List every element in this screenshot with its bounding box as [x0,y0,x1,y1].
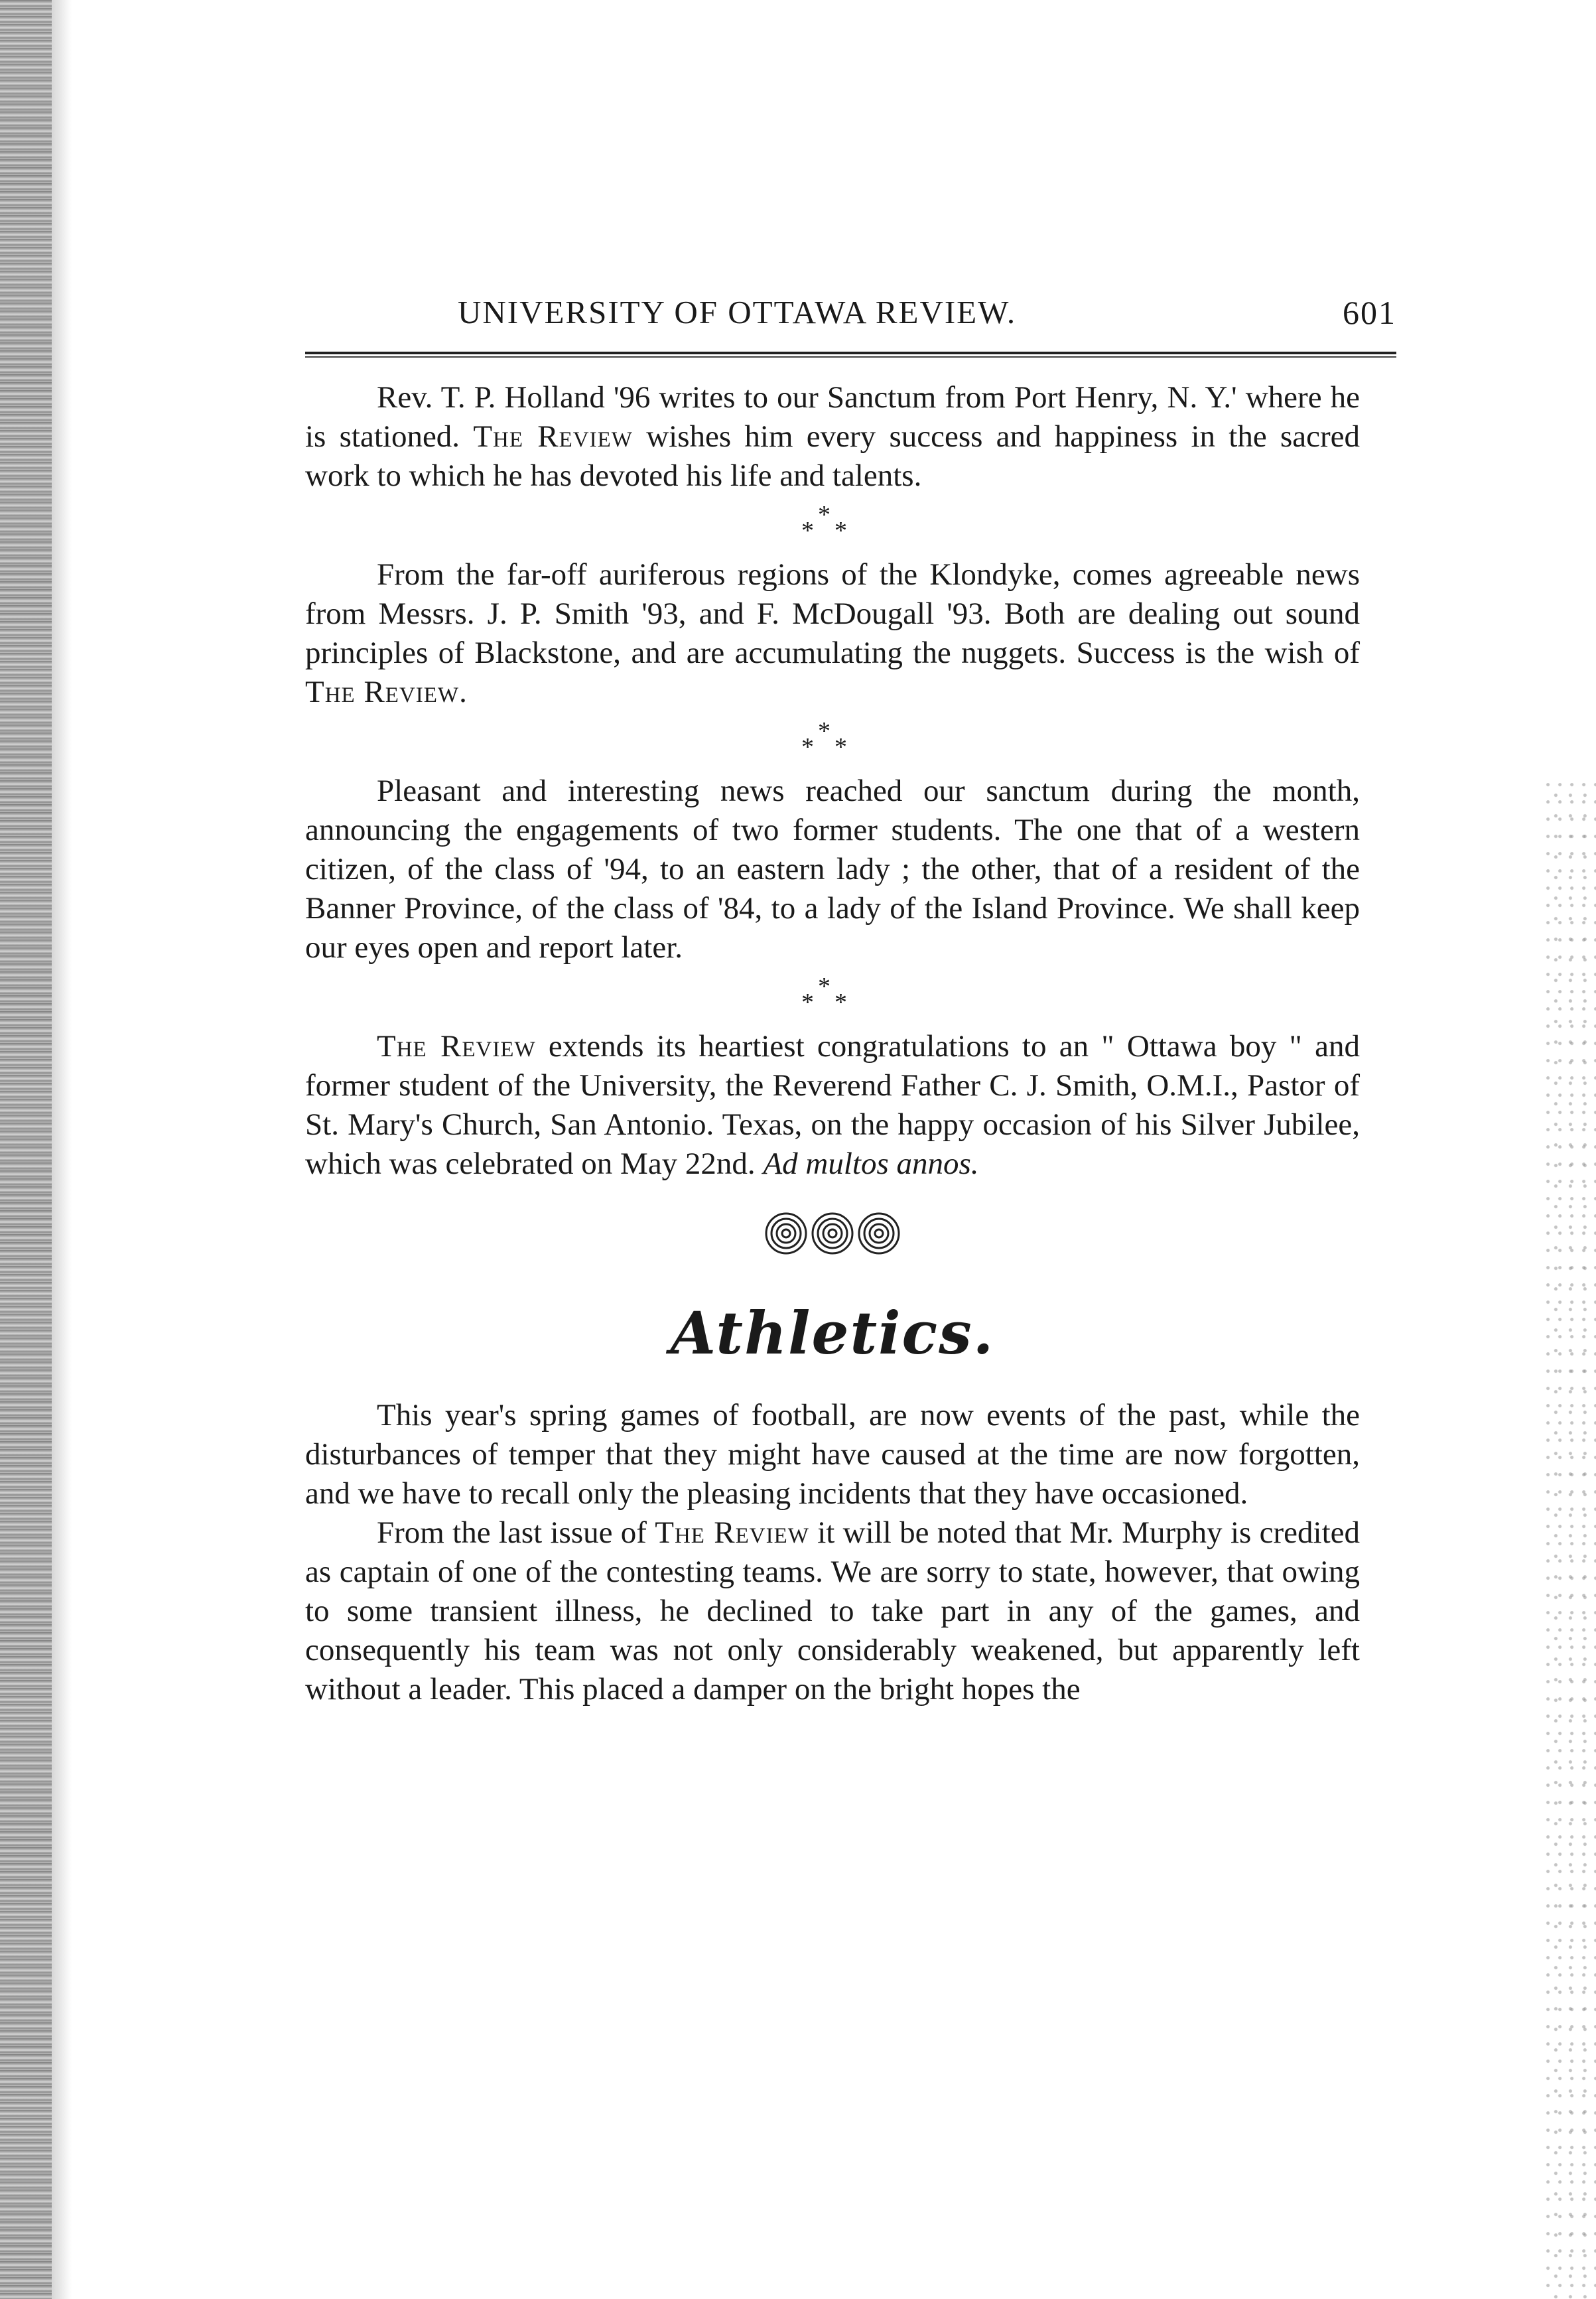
asterisk: * [834,989,847,1016]
asterisk: * [801,517,814,545]
athletics-heading: Athletics. [670,1298,995,1367]
asterisk: * [834,733,847,761]
spiral-ornament-icon [763,1210,902,1257]
asterism-separator [305,967,1360,1027]
note-jubilee: The Review extends its heartiest congratulations to an " Ottawa boy " and former student of the University, the Reverend Father C. J. Smith, O.M.I., Pastor of St. Mary's Church, San Antonio. Texas, on the happy occasion of his Silver Jubilee, which was celebrated on May 22nd. Ad multos annos. [305,1029,1360,1181]
binding-edge [0,0,52,2299]
review-name: The Review [655,1515,809,1550]
journal-title: UNIVERSITY OF OTTAWA REVIEW. [458,294,1017,330]
note-holland: Rev. T. P. Holland '96 writes to our Sanctum from Port Henry, N. Y.' where he is stationed. The Review wishes him every success and happiness in the sacred work to which he has devoted his life and talents. [305,380,1360,493]
asterisk: * [818,973,831,1001]
athletics-paragraph-2: From the last issue of The Review it will be noted that Mr. Murphy is credited as captain of one of the contesting teams. We are sorry to state, however, that owing to some transient illness, he declined to take part in any of the games, and consequently his team was not only considerably weakened, but apparently left without a leader. This placed a damper on the bright hopes the [305,1515,1360,1707]
asterisk: * [834,517,847,545]
page [305,285,1396,1709]
asterisk: * [818,501,831,529]
header-rule [305,352,1396,358]
running-head [305,285,1396,365]
note-klondyke: From the far-off auriferous regions of the Klondyke, comes agreeable news from Messrs. J. P. Smith '93, and F. McDougall '93. Both are dealing out sound principles of Blackstone, and are accumulating the nuggets. Success is the wish of The Review. [305,557,1360,709]
latin-phrase: Ad multos annos. [763,1147,979,1181]
asterism-separator [305,496,1360,555]
review-name: The Review [305,675,460,709]
asterisk: * [801,733,814,761]
athletics-paragraph-1: This year's spring games of football, are now events of the past, while the disturbances of temper that they might have caused at the time are now forgotten, and we have to recall only the pleasing incidents that they have occasioned. [305,1398,1360,1511]
review-name: The Review [377,1029,536,1064]
note-engagements: Pleasant and interesting news reached our sanctum during the month, announcing the engagements of two former students. The one that of a western citizen, of the class of '94, to an eastern lady ; the other, that of a resident of the Banner Province, of the class of '84, to a lady of the Island Province. We shall keep our eyes open and report later. [305,774,1360,965]
ornament-divider [305,1184,1360,1290]
review-name: The Review [473,419,633,454]
asterism-separator [305,712,1360,772]
asterisk: * [801,989,814,1016]
asterisk: * [818,717,831,745]
page-edge-speckle [1546,783,1596,2299]
page-number: 601 [1343,294,1396,331]
